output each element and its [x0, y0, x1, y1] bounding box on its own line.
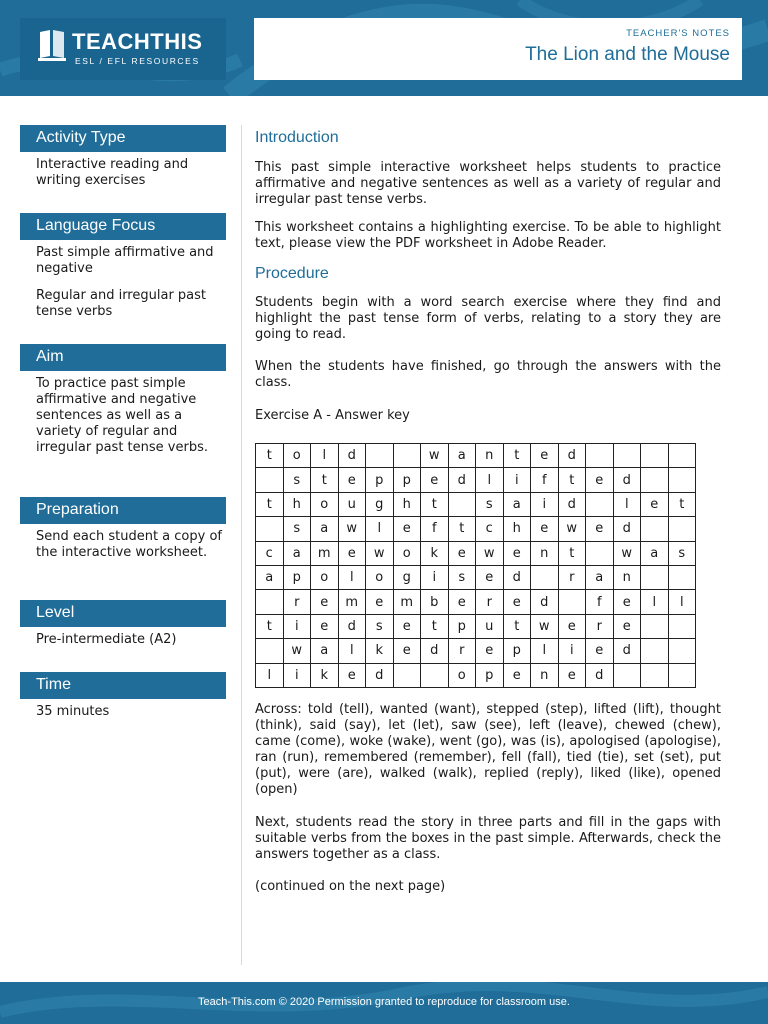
grid-cell: c — [256, 541, 284, 565]
grid-row — [256, 492, 696, 516]
grid-cell — [668, 517, 696, 541]
procedure-paragraph-2: When the students have finished, go through the answers with the class. — [255, 359, 721, 390]
grid-cell — [668, 663, 696, 687]
grid-cell: e — [311, 590, 339, 614]
grid-cell: o — [448, 663, 476, 687]
document-title: The Lion and the Mouse — [525, 44, 730, 65]
grid-cell: n — [531, 541, 559, 565]
grid-cell: e — [338, 468, 366, 492]
grid-cell — [558, 590, 586, 614]
grid-cell: d — [613, 639, 641, 663]
grid-cell: e — [393, 517, 421, 541]
logo-text: TEACHTHIS — [72, 29, 203, 54]
grid-cell: k — [311, 663, 339, 687]
grid-cell: s — [476, 492, 504, 516]
grid-cell — [641, 663, 669, 687]
grid-cell: l — [366, 517, 394, 541]
grid-cell — [393, 663, 421, 687]
grid-cell: l — [476, 468, 504, 492]
grid-cell — [641, 565, 669, 589]
grid-cell: e — [503, 663, 531, 687]
grid-cell: w — [366, 541, 394, 565]
grid-cell: e — [558, 614, 586, 638]
grid-cell: p — [393, 468, 421, 492]
grid-cell: h — [283, 492, 311, 516]
grid-cell — [256, 517, 284, 541]
grid-cell: t — [256, 444, 284, 468]
grid-cell: e — [338, 663, 366, 687]
preparation-text — [20, 524, 226, 561]
grid-cell: s — [366, 614, 394, 638]
grid-cell — [641, 639, 669, 663]
grid-cell: e — [503, 541, 531, 565]
grid-cell: d — [366, 663, 394, 687]
level-value: Pre-intermediate (A2) — [36, 632, 177, 647]
grid-cell: d — [338, 444, 366, 468]
grid-cell — [641, 468, 669, 492]
grid-cell — [668, 639, 696, 663]
time-text — [20, 699, 226, 720]
grid-cell: o — [283, 444, 311, 468]
grid-cell — [256, 639, 284, 663]
language-focus-heading: Language Focus — [20, 213, 226, 240]
grid-cell: t — [558, 541, 586, 565]
grid-cell: m — [311, 541, 339, 565]
grid-cell: r — [476, 590, 504, 614]
grid-cell: o — [311, 565, 339, 589]
footer-text: Teach-This.com © 2020 Permission granted to reproduce for classroom use. — [198, 996, 570, 1008]
procedure-paragraph-1: Students begin with a word search exercise where they find and highlight the past tense form of verbs, relating to a story they are going to read. — [255, 295, 721, 342]
grid-cell: e — [476, 639, 504, 663]
grid-cell: l — [311, 444, 339, 468]
grid-cell: d — [531, 590, 559, 614]
grid-cell — [448, 492, 476, 516]
grid-cell: l — [531, 639, 559, 663]
grid-cell: i — [503, 468, 531, 492]
grid-cell: l — [256, 663, 284, 687]
grid-row — [256, 614, 696, 638]
aim-text — [20, 371, 226, 456]
grid-cell: e — [531, 444, 559, 468]
grid-cell: e — [448, 541, 476, 565]
grid-cell: w — [476, 541, 504, 565]
grid-cell: n — [613, 565, 641, 589]
grid-row — [256, 444, 696, 468]
grid-cell: l — [613, 492, 641, 516]
grid-row — [256, 468, 696, 492]
grid-cell: h — [503, 517, 531, 541]
grid-cell: h — [393, 492, 421, 516]
grid-row — [256, 565, 696, 589]
grid-cell: w — [338, 517, 366, 541]
grid-cell: w — [421, 444, 449, 468]
time-heading: Time — [20, 672, 226, 699]
grid-cell: e — [393, 614, 421, 638]
grid-cell: e — [421, 468, 449, 492]
grid-cell: r — [558, 565, 586, 589]
grid-cell: t — [668, 492, 696, 516]
introduction-paragraph-1: This past simple interactive worksheet helps students to practice affirmative and negative sentences as well as a variety of regular and irregular past tense verbs. — [255, 160, 721, 207]
grid-cell — [256, 590, 284, 614]
grid-cell: p — [366, 468, 394, 492]
grid-cell: i — [421, 565, 449, 589]
exercise-label: Exercise A - Answer key — [255, 408, 410, 423]
grid-row — [256, 541, 696, 565]
preparation-value: Send each student a copy of the interactive worksheet. — [36, 529, 222, 560]
grid-cell: l — [338, 639, 366, 663]
level-text — [20, 627, 226, 648]
grid-cell: e — [393, 639, 421, 663]
aim-value: To practice past simple affirmative and negative sentences as well as a variety of regular and irregular past tense verbs. — [36, 376, 208, 455]
grid-cell: e — [531, 517, 559, 541]
grid-cell — [613, 444, 641, 468]
grid-cell: t — [421, 614, 449, 638]
grid-cell: i — [283, 614, 311, 638]
grid-cell: l — [641, 590, 669, 614]
grid-cell: e — [338, 541, 366, 565]
grid-cell: s — [448, 565, 476, 589]
aim-heading: Aim — [20, 344, 226, 371]
grid-cell: t — [256, 614, 284, 638]
grid-cell — [668, 614, 696, 638]
grid-cell: d — [586, 663, 614, 687]
page-footer — [0, 982, 768, 1024]
grid-row — [256, 517, 696, 541]
grid-cell: r — [448, 639, 476, 663]
grid-cell: u — [338, 492, 366, 516]
grid-cell: o — [393, 541, 421, 565]
level-heading: Level — [20, 600, 226, 627]
grid-cell: t — [558, 468, 586, 492]
preparation-heading: Preparation — [20, 497, 226, 524]
grid-cell: p — [503, 639, 531, 663]
introduction-paragraph-2: This worksheet contains a highlighting exercise. To be able to highlight text, please view the PDF worksheet in Adobe Reader. — [255, 220, 721, 251]
grid-cell: w — [283, 639, 311, 663]
time-value: 35 minutes — [36, 704, 110, 719]
grid-cell: s — [283, 468, 311, 492]
grid-cell: i — [283, 663, 311, 687]
grid-cell: d — [558, 492, 586, 516]
grid-cell — [586, 541, 614, 565]
grid-cell: s — [283, 517, 311, 541]
grid-cell: a — [256, 565, 284, 589]
grid-cell: e — [448, 590, 476, 614]
grid-cell: r — [283, 590, 311, 614]
grid-cell: i — [558, 639, 586, 663]
grid-cell — [668, 444, 696, 468]
next-paragraph: Next, students read the story in three parts and fill in the gaps with suitable verbs from the boxes in the past simple. Afterwards, check the answers together as a class. — [255, 815, 721, 862]
grid-cell: e — [558, 663, 586, 687]
page-header — [0, 0, 768, 96]
title-box — [254, 18, 742, 80]
grid-cell: l — [668, 590, 696, 614]
grid-cell: d — [338, 614, 366, 638]
grid-cell: w — [558, 517, 586, 541]
grid-cell: a — [448, 444, 476, 468]
language-focus-value-1: Past simple affirmative and negative — [36, 245, 214, 276]
grid-cell: a — [311, 639, 339, 663]
grid-cell — [641, 614, 669, 638]
grid-cell: o — [366, 565, 394, 589]
grid-cell — [668, 468, 696, 492]
grid-cell — [421, 663, 449, 687]
grid-cell: u — [476, 614, 504, 638]
grid-cell — [641, 517, 669, 541]
grid-cell — [531, 565, 559, 589]
grid-cell: a — [503, 492, 531, 516]
grid-cell: p — [448, 614, 476, 638]
continued-note: (continued on the next page) — [255, 879, 446, 894]
logo — [20, 18, 226, 80]
grid-cell: c — [476, 517, 504, 541]
time-section — [20, 672, 226, 731]
column-divider — [241, 125, 242, 965]
grid-cell: t — [503, 614, 531, 638]
book-icon — [36, 28, 68, 62]
grid-cell: m — [338, 590, 366, 614]
activity-type-heading: Activity Type — [20, 125, 226, 152]
grid-cell: g — [393, 565, 421, 589]
grid-cell: e — [613, 614, 641, 638]
grid-cell: e — [503, 590, 531, 614]
grid-cell: a — [311, 517, 339, 541]
grid-cell: i — [531, 492, 559, 516]
grid-cell: n — [531, 663, 559, 687]
grid-cell — [613, 663, 641, 687]
grid-cell: k — [421, 541, 449, 565]
activity-type-value: Interactive reading and writing exercises — [36, 157, 189, 188]
grid-cell: d — [613, 468, 641, 492]
across-answers: Across: told (tell), wanted (want), stepped (step), lifted (lift), thought (think), said (say), let (let), saw (see), left (leave), chewed (chew), came (come), woke (wake), went (go), was (is), apologised (apologise), ran (run), remembered (remember), fell (fall), tied (tie), set (set), put (put), were (are), walked (walk), replied (reply), liked (like), opened (open) — [255, 702, 721, 797]
activity-type-text — [20, 152, 226, 189]
grid-cell: a — [586, 565, 614, 589]
activity-type-section — [20, 125, 226, 200]
grid-cell: t — [421, 492, 449, 516]
grid-cell: w — [613, 541, 641, 565]
grid-cell: f — [421, 517, 449, 541]
grid-cell: p — [283, 565, 311, 589]
grid-cell: e — [613, 590, 641, 614]
grid-cell: d — [503, 565, 531, 589]
level-section — [20, 600, 226, 659]
grid-cell: t — [503, 444, 531, 468]
grid-row — [256, 590, 696, 614]
grid-cell: d — [613, 517, 641, 541]
grid-cell: r — [586, 614, 614, 638]
language-focus-text — [20, 240, 226, 320]
grid-cell: f — [586, 590, 614, 614]
grid-cell: e — [586, 468, 614, 492]
grid-cell — [586, 444, 614, 468]
grid-cell: f — [531, 468, 559, 492]
grid-cell: e — [586, 517, 614, 541]
grid-cell: o — [311, 492, 339, 516]
procedure-heading: Procedure — [255, 265, 329, 282]
word-search-grid — [255, 443, 696, 688]
grid-cell: p — [476, 663, 504, 687]
grid-cell — [256, 468, 284, 492]
grid-cell: d — [448, 468, 476, 492]
notes-label: TEACHER'S NOTES — [626, 28, 730, 39]
grid-cell: m — [393, 590, 421, 614]
aim-section — [20, 344, 226, 467]
grid-cell: e — [311, 614, 339, 638]
language-focus-section — [20, 213, 226, 331]
grid-cell: a — [641, 541, 669, 565]
grid-cell: n — [476, 444, 504, 468]
language-focus-value-2: Regular and irregular past tense verbs — [36, 288, 207, 319]
grid-cell: a — [283, 541, 311, 565]
grid-cell — [586, 492, 614, 516]
grid-cell — [366, 444, 394, 468]
grid-cell: e — [586, 639, 614, 663]
grid-cell: e — [366, 590, 394, 614]
grid-cell: w — [531, 614, 559, 638]
grid-cell: l — [338, 565, 366, 589]
logo-subtext: ESL / EFL RESOURCES — [75, 56, 200, 66]
grid-cell: t — [311, 468, 339, 492]
grid-cell: s — [668, 541, 696, 565]
grid-row — [256, 663, 696, 687]
grid-cell — [641, 444, 669, 468]
grid-cell: g — [366, 492, 394, 516]
introduction-heading: Introduction — [255, 129, 339, 146]
grid-cell — [393, 444, 421, 468]
grid-cell: e — [641, 492, 669, 516]
preparation-section — [20, 497, 226, 572]
grid-cell: d — [558, 444, 586, 468]
grid-row — [256, 639, 696, 663]
grid-cell: e — [476, 565, 504, 589]
grid-cell: k — [366, 639, 394, 663]
grid-cell: d — [421, 639, 449, 663]
grid-cell: b — [421, 590, 449, 614]
grid-cell: t — [256, 492, 284, 516]
grid-cell: t — [448, 517, 476, 541]
grid-cell — [668, 565, 696, 589]
